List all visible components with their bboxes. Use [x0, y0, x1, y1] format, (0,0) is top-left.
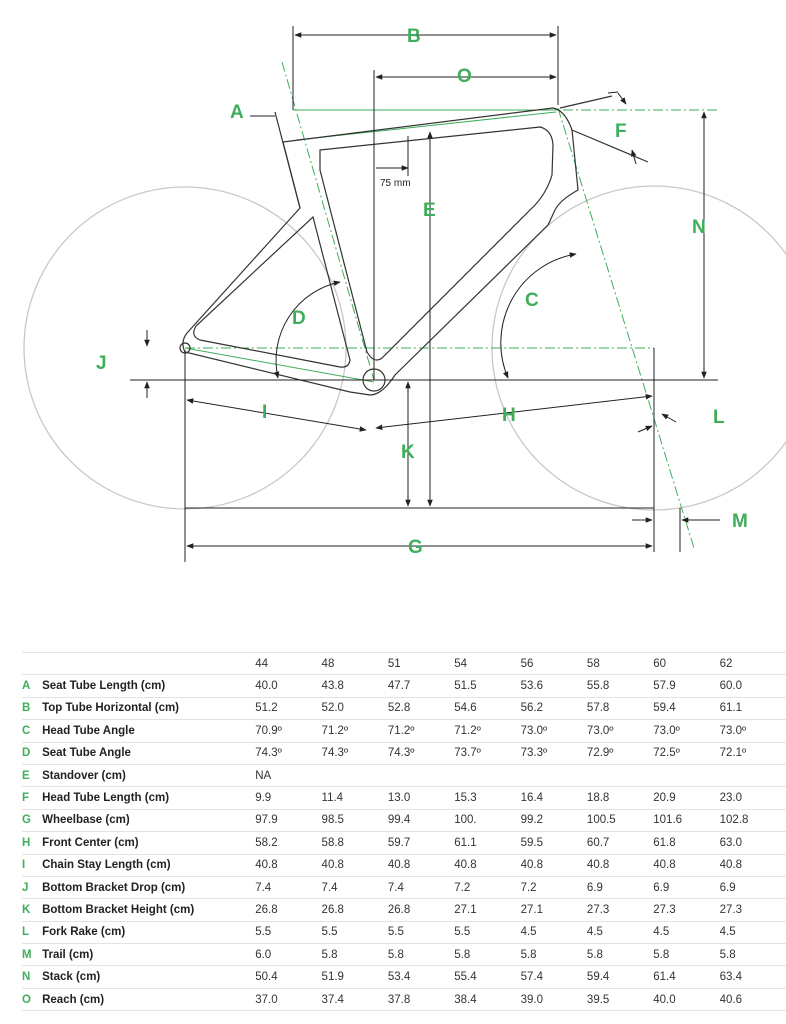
row-value: 27.3 [587, 899, 653, 921]
row-parameter-name: Seat Tube Length (cm) [42, 675, 255, 697]
row-value: 61.1 [454, 832, 520, 854]
row-value: 74.3º [255, 742, 321, 764]
row-value: 6.9 [720, 876, 786, 898]
row-value: 55.4 [454, 966, 520, 988]
size-header: 44 [255, 653, 321, 675]
head-tube [560, 96, 648, 162]
offset-note: 75 mm [380, 178, 411, 189]
row-value: 5.8 [388, 944, 454, 966]
row-parameter-name: Stack (cm) [42, 966, 255, 988]
label-K: K [401, 442, 415, 463]
bike-frame [180, 96, 648, 395]
row-value: 59.7 [388, 832, 454, 854]
row-value: 58.8 [322, 832, 388, 854]
row-value: 37.0 [255, 988, 321, 1010]
label-B: B [407, 26, 421, 47]
row-value: 71.2º [322, 720, 388, 742]
row-value: 27.3 [720, 899, 786, 921]
row-value: 37.4 [322, 988, 388, 1010]
row-value: 73.0º [720, 720, 786, 742]
row-value: 59.4 [587, 966, 653, 988]
row-value: 59.5 [521, 832, 587, 854]
row-value: 40.8 [587, 854, 653, 876]
label-C: C [525, 290, 539, 311]
frame-inner-main [320, 127, 553, 360]
row-value: 23.0 [720, 787, 786, 809]
row-letter: I [22, 854, 42, 876]
row-value: 100. [454, 809, 520, 831]
row-value [720, 764, 786, 786]
row-value: 99.4 [388, 809, 454, 831]
size-header: 58 [587, 653, 653, 675]
row-value: 7.4 [388, 876, 454, 898]
table-row [22, 876, 786, 898]
row-parameter-name: Head Tube Angle [42, 720, 255, 742]
row-value: 40.8 [720, 854, 786, 876]
label-L: L [713, 407, 725, 428]
header-name [42, 653, 255, 675]
row-value: 40.6 [720, 988, 786, 1010]
row-value: 4.5 [521, 921, 587, 943]
label-A: A [230, 102, 244, 123]
row-value: NA [255, 764, 321, 786]
table-row [22, 921, 786, 943]
row-parameter-name: Fork Rake (cm) [42, 921, 255, 943]
table-header-row [22, 653, 786, 675]
row-value: 7.2 [521, 876, 587, 898]
table-row [22, 742, 786, 764]
row-value: 71.2º [388, 720, 454, 742]
label-E: E [423, 200, 436, 221]
row-value: 51.2 [255, 697, 321, 719]
row-value: 74.3º [388, 742, 454, 764]
row-value: 58.2 [255, 832, 321, 854]
row-parameter-name: Wheelbase (cm) [42, 809, 255, 831]
row-value: 70.9º [255, 720, 321, 742]
row-parameter-name: Reach (cm) [42, 988, 255, 1010]
row-value: 26.8 [322, 899, 388, 921]
row-value: 50.4 [255, 966, 321, 988]
dimension-lines [130, 26, 720, 562]
row-value: 4.5 [587, 921, 653, 943]
row-value: 40.8 [653, 854, 719, 876]
row-letter: L [22, 921, 42, 943]
row-value: 38.4 [454, 988, 520, 1010]
row-parameter-name: Front Center (cm) [42, 832, 255, 854]
row-value: 27.1 [454, 899, 520, 921]
row-value: 6.9 [653, 876, 719, 898]
geometry-table [22, 652, 786, 1011]
row-value [653, 764, 719, 786]
row-value: 5.8 [653, 944, 719, 966]
row-value: 61.8 [653, 832, 719, 854]
table-row [22, 988, 786, 1010]
row-value: 5.5 [322, 921, 388, 943]
row-value: 71.2º [454, 720, 520, 742]
row-value: 98.5 [322, 809, 388, 831]
row-parameter-name: Head Tube Length (cm) [42, 787, 255, 809]
row-value: 72.1º [720, 742, 786, 764]
row-letter: G [22, 809, 42, 831]
row-value: 61.4 [653, 966, 719, 988]
row-value: 73.0º [653, 720, 719, 742]
row-letter: J [22, 876, 42, 898]
header-letter [22, 653, 42, 675]
row-value: 37.8 [388, 988, 454, 1010]
row-value: 4.5 [653, 921, 719, 943]
label-J: J [96, 353, 107, 374]
row-value: 9.9 [255, 787, 321, 809]
row-value: 47.7 [388, 675, 454, 697]
size-header: 60 [653, 653, 719, 675]
row-value: 40.8 [255, 854, 321, 876]
row-value: 43.8 [322, 675, 388, 697]
row-letter: H [22, 832, 42, 854]
geometry-table-body [22, 675, 786, 1011]
size-header: 51 [388, 653, 454, 675]
row-value: 59.4 [653, 697, 719, 719]
row-value: 57.8 [587, 697, 653, 719]
label-F: F [615, 121, 627, 142]
row-value: 60.0 [720, 675, 786, 697]
row-value: 74.3º [322, 742, 388, 764]
row-value: 52.0 [322, 697, 388, 719]
row-value: 52.8 [388, 697, 454, 719]
row-value: 61.1 [720, 697, 786, 719]
size-header: 62 [720, 653, 786, 675]
row-letter: A [22, 675, 42, 697]
row-value: 101.6 [653, 809, 719, 831]
row-value: 97.9 [255, 809, 321, 831]
row-value [388, 764, 454, 786]
row-value: 40.8 [521, 854, 587, 876]
row-value: 51.9 [322, 966, 388, 988]
row-value [454, 764, 520, 786]
frame-outer [183, 108, 578, 395]
row-value: 11.4 [322, 787, 388, 809]
table-row [22, 832, 786, 854]
row-value: 72.5º [653, 742, 719, 764]
row-value: 27.3 [653, 899, 719, 921]
row-value: 40.8 [322, 854, 388, 876]
size-header: 54 [454, 653, 520, 675]
row-value: 63.4 [720, 966, 786, 988]
row-value: 72.9º [587, 742, 653, 764]
row-parameter-name: Bottom Bracket Drop (cm) [42, 876, 255, 898]
row-value: 40.8 [388, 854, 454, 876]
row-letter: D [22, 742, 42, 764]
reference-lines [185, 62, 720, 548]
row-parameter-name: Bottom Bracket Height (cm) [42, 899, 255, 921]
row-letter: C [22, 720, 42, 742]
row-value: 26.8 [255, 899, 321, 921]
row-value: 39.5 [587, 988, 653, 1010]
row-letter: B [22, 697, 42, 719]
row-value: 57.9 [653, 675, 719, 697]
row-letter: M [22, 944, 42, 966]
table-row [22, 809, 786, 831]
row-value: 40.8 [454, 854, 520, 876]
row-value: 39.0 [521, 988, 587, 1010]
row-value: 5.8 [720, 944, 786, 966]
row-value: 6.9 [587, 876, 653, 898]
row-value: 5.8 [454, 944, 520, 966]
row-value: 73.0º [521, 720, 587, 742]
row-value: 26.8 [388, 899, 454, 921]
row-value: 5.5 [388, 921, 454, 943]
row-value: 73.3º [521, 742, 587, 764]
row-value: 60.7 [587, 832, 653, 854]
table-row [22, 787, 786, 809]
row-value: 13.0 [388, 787, 454, 809]
size-header: 48 [322, 653, 388, 675]
row-value: 4.5 [720, 921, 786, 943]
row-value [521, 764, 587, 786]
row-letter: O [22, 988, 42, 1010]
label-O: O [457, 66, 472, 87]
row-value: 5.5 [255, 921, 321, 943]
label-G: G [408, 537, 423, 558]
row-parameter-name: Top Tube Horizontal (cm) [42, 697, 255, 719]
label-N: N [692, 217, 706, 238]
row-value: 99.2 [521, 809, 587, 831]
table-row [22, 966, 786, 988]
row-value: 73.7º [454, 742, 520, 764]
dimension-labels [96, 26, 748, 558]
row-value [322, 764, 388, 786]
row-value: 18.8 [587, 787, 653, 809]
row-parameter-name: Chain Stay Length (cm) [42, 854, 255, 876]
row-value: 5.5 [454, 921, 520, 943]
table-row [22, 697, 786, 719]
row-value: 5.8 [587, 944, 653, 966]
size-header: 56 [521, 653, 587, 675]
table-row [22, 720, 786, 742]
row-value: 5.8 [521, 944, 587, 966]
row-value: 53.6 [521, 675, 587, 697]
row-parameter-name: Trail (cm) [42, 944, 255, 966]
row-value: 57.4 [521, 966, 587, 988]
row-value: 51.5 [454, 675, 520, 697]
row-value: 7.4 [255, 876, 321, 898]
row-parameter-name: Standover (cm) [42, 764, 255, 786]
row-value: 55.8 [587, 675, 653, 697]
row-value: 27.1 [521, 899, 587, 921]
table-row [22, 944, 786, 966]
row-value: 6.0 [255, 944, 321, 966]
row-value: 54.6 [454, 697, 520, 719]
row-value: 63.0 [720, 832, 786, 854]
row-parameter-name: Seat Tube Angle [42, 742, 255, 764]
row-value: 16.4 [521, 787, 587, 809]
row-value: 40.0 [653, 988, 719, 1010]
row-value: 102.8 [720, 809, 786, 831]
row-letter: E [22, 764, 42, 786]
seat-post [275, 112, 300, 208]
row-value [587, 764, 653, 786]
row-value: 53.4 [388, 966, 454, 988]
row-letter: N [22, 966, 42, 988]
table-row [22, 854, 786, 876]
row-value: 40.0 [255, 675, 321, 697]
table-row [22, 675, 786, 697]
row-value: 20.9 [653, 787, 719, 809]
label-M: M [732, 511, 748, 532]
table-row [22, 764, 786, 786]
row-value: 7.2 [454, 876, 520, 898]
label-D: D [292, 308, 306, 329]
row-value: 56.2 [521, 697, 587, 719]
table-row [22, 899, 786, 921]
row-value: 7.4 [322, 876, 388, 898]
label-H: H [502, 405, 516, 426]
row-letter: K [22, 899, 42, 921]
row-value: 15.3 [454, 787, 520, 809]
row-value: 100.5 [587, 809, 653, 831]
row-letter: F [22, 787, 42, 809]
row-value: 5.8 [322, 944, 388, 966]
label-I: I [262, 402, 268, 423]
row-value: 73.0º [587, 720, 653, 742]
